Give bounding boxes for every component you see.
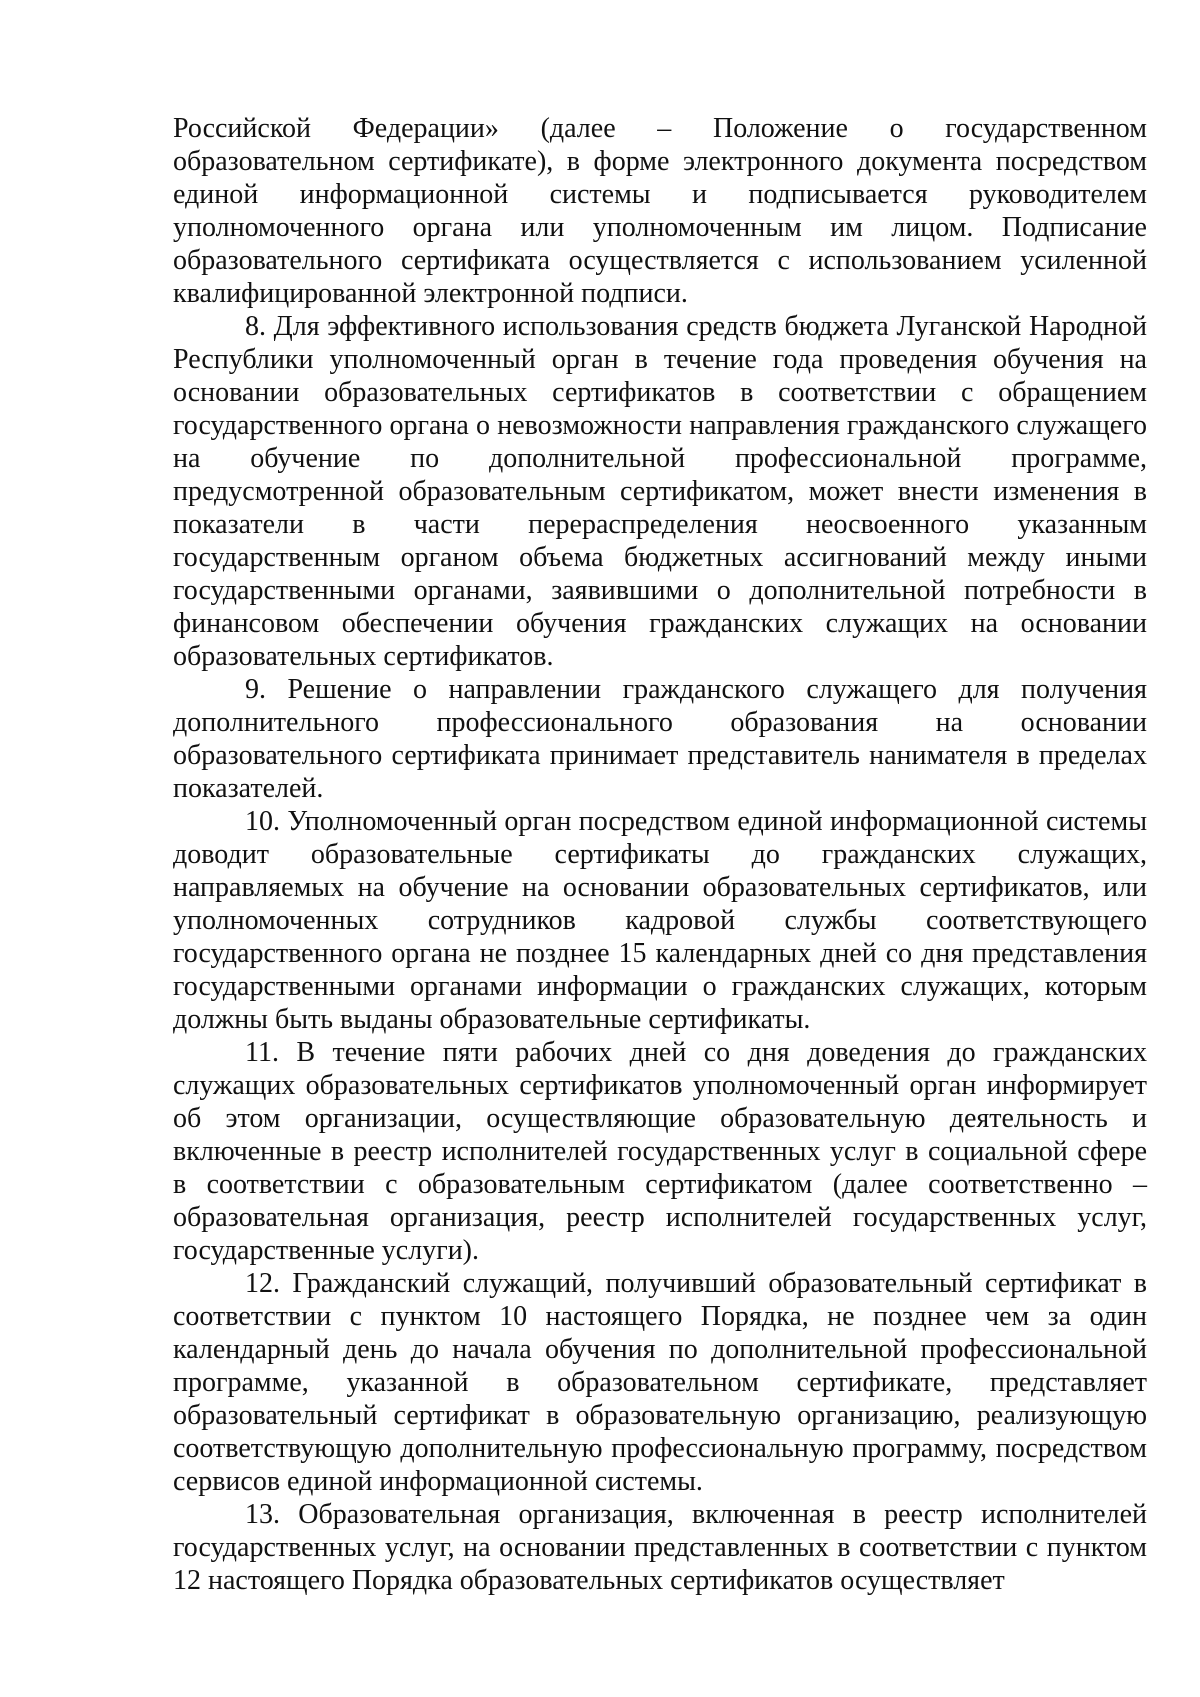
paragraph-item-11: 11. В течение пяти рабочих дней со дня доведения до гражданских служащих образовательных сертификатов уполномоченный орган информирует об этом организации, осуществляющие образовательную деятельность и включенные в реестр исполнителей государственных услуг в социальной сфере в соответствии с образовательным сертификатом (далее соответственно – образовательная организация, реестр исполнителей государственных услуг, государственные услуги). xyxy=(173,1037,1147,1266)
paragraph-item-12: 12. Гражданский служащий, получивший образовательный сертификат в соответствии с пунктом 10 настоящего Порядка, не позднее чем за один календарный день до начала обучения по дополнительной профессиональной программе, указанной в образовательном сертификате, представляет образовательный сертификат в образовательную организацию, реализующую соответствующую дополнительную профессиональную программу, посредством сервисов единой информационной системы. xyxy=(173,1268,1147,1497)
paragraph-item-10: 10. Уполномоченный орган посредством единой информационной системы доводит образовательные сертификаты до гражданских служащих, направляемых на обучение на основании образовательных сертификатов, или уполномоченных сотрудников кадровой службы соответствующего государственного органа не позднее 15 календарных дней со дня представления государственными органами информации о гражданских служащих, которым должны быть выданы образовательные сертификаты. xyxy=(173,806,1147,1035)
paragraph-item-9: 9. Решение о направлении гражданского служащего для получения дополнительного профессионального образования на основании образовательного сертификата принимает представитель нанимателя в пределах показателей. xyxy=(173,674,1147,804)
document-page xyxy=(173,112,1147,1597)
paragraph-item-8: 8. Для эффективного использования средств бюджета Луганской Народной Республики уполномоченный орган в течение года проведения обучения на основании образовательных сертификатов в соответствии с обращением государственного органа о невозможности направления гражданского служащего на обучение по дополнительной профессиональной программе, предусмотренной образовательным сертификатом, может внести изменения в показатели в части перераспределения неосвоенного указанным государственным органом объема бюджетных ассигнований между иными государственными органами, заявившими о дополнительной потребности в финансовом обеспечении обучения гражданских служащих на основании образовательных сертификатов. xyxy=(173,311,1147,672)
paragraph-item-13: 13. Образовательная организация, включенная в реестр исполнителей государственных услуг, на основании представленных в соответствии с пунктом 12 настоящего Порядка образовательных сертификатов осуществляет xyxy=(173,1499,1147,1596)
paragraph-continuation: Российской Федерации» (далее – Положение о государственном образовательном сертификате), в форме электронного документа посредством единой информационной системы и подписывается руководителем уполномоченного органа или уполномоченным им лицом. Подписание образовательного сертификата осуществляется с использованием усиленной квалифицированной электронной подписи. xyxy=(173,113,1147,309)
